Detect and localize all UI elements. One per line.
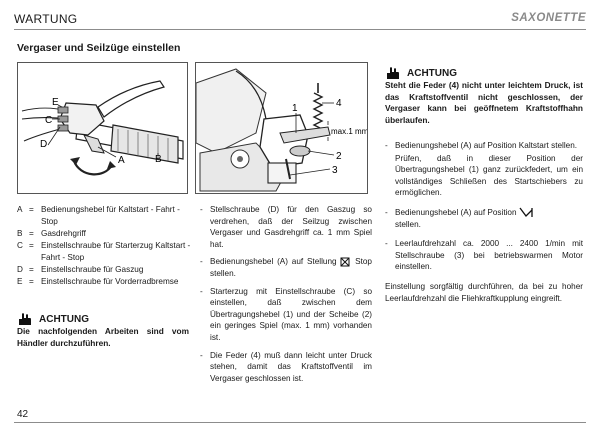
- figure-legend: [17, 204, 192, 288]
- carburetor-illustration: [196, 63, 367, 193]
- fig2-label-gap: max.1 mm: [331, 127, 367, 136]
- middle-column: [200, 204, 372, 390]
- list-item: - Bedienungshebel (A) auf Stellung Stop stellen.: [200, 257, 372, 278]
- warning-title: ACHTUNG: [39, 313, 89, 325]
- header-brand: SAXONETTE: [511, 12, 586, 24]
- closing-paragraph: Einstellung sorgfältig durchführen, da bei zu hoher Leerlaufdrehzahl die Fliehkraftkupplung eingreift.: [385, 281, 583, 303]
- legend-row: D = Einstellschraube für Gaszug: [17, 265, 144, 274]
- fig1-label-e: E: [52, 97, 59, 108]
- warning-box-spring: [385, 66, 583, 126]
- handlebar-illustration: [18, 63, 187, 193]
- warning-title: ACHTUNG: [407, 67, 457, 79]
- footer-divider: [14, 422, 586, 423]
- list-item: - Bedienungshebel (A) auf Position Kaltstart stellen. Prüfen, daß in dieser Position der Übertragungshebel (1) ganz zurückfedert, um ein vollständiges Schließen des Startschiebers zu ermöglichen.: [385, 141, 583, 198]
- legend-row: A = Bedienungshebel für Kaltstart - Fahrt - Stop: [17, 205, 180, 226]
- legend-row: E = Einstellschraube für Vorderradbremse: [17, 277, 179, 286]
- fig2-label-3: 3: [332, 165, 338, 176]
- warning-text: Steht die Feder (4) nicht unter leichtem Druck, ist das Kraftstoffventil nicht geschlossen, der Vergaser kann bei geöffnetem Kraftstoffhahn überlaufen.: [385, 80, 583, 125]
- fig1-label-a: A: [118, 155, 125, 166]
- fig1-label-d: D: [40, 139, 48, 150]
- figure-handlebar: [17, 62, 188, 194]
- fig1-label-c: C: [45, 115, 53, 126]
- header-section: WARTUNG: [14, 12, 78, 26]
- fig2-label-4: 4: [336, 98, 342, 109]
- warning-box-dealer: [17, 312, 189, 349]
- figure-carburetor: [195, 62, 368, 194]
- section-title: Vergaser und Seilzüge einstellen: [17, 42, 181, 54]
- list-item: - Starterzug mit Einstellschraube (C) so einstellen, daß zwischen dem Übertragungshebel (1) und der Scheibe (2) ein geringes Spiel (max. 1 mm) vorhanden ist.: [200, 286, 372, 342]
- list-item: - Bedienungshebel (A) auf Position stellen.: [385, 207, 583, 230]
- warning-text: Die nachfolgenden Arbeiten sind vom Händler durchzuführen.: [17, 326, 189, 348]
- right-column: [385, 140, 583, 304]
- legend-row: C = Einstellschraube für Starterzug Kaltstart - Fahrt - Stop: [17, 241, 191, 262]
- fig2-label-1: 1: [292, 103, 298, 114]
- warning-hand-icon: [17, 312, 33, 326]
- fig2-label-2: 2: [336, 151, 342, 162]
- legend-row: B = Gasdrehgriff: [17, 229, 86, 238]
- page-header: [14, 9, 586, 30]
- stop-symbol-icon: [340, 257, 351, 267]
- drive-position-icon: [519, 207, 533, 218]
- page-number: 42: [17, 409, 29, 420]
- list-item: - Die Feder (4) muß dann leicht unter Druck stehen, damit das Kraftstoffventil im Vergaser geschlossen ist.: [200, 350, 372, 383]
- fig1-label-b: B: [155, 154, 162, 165]
- list-item: - Leerlaufdrehzahl ca. 2000 ... 2400 1/min mit Stellschraube (3) bei betriebswarmen Motor einstellen.: [385, 239, 583, 272]
- list-item: - Stellschraube (D) für den Gaszug so verdrehen, daß der Seilzug zwischen Vergaser und Gasdrehgriff ca. 1 mm Spiel hat.: [200, 205, 372, 249]
- warning-hand-icon: [385, 66, 401, 80]
